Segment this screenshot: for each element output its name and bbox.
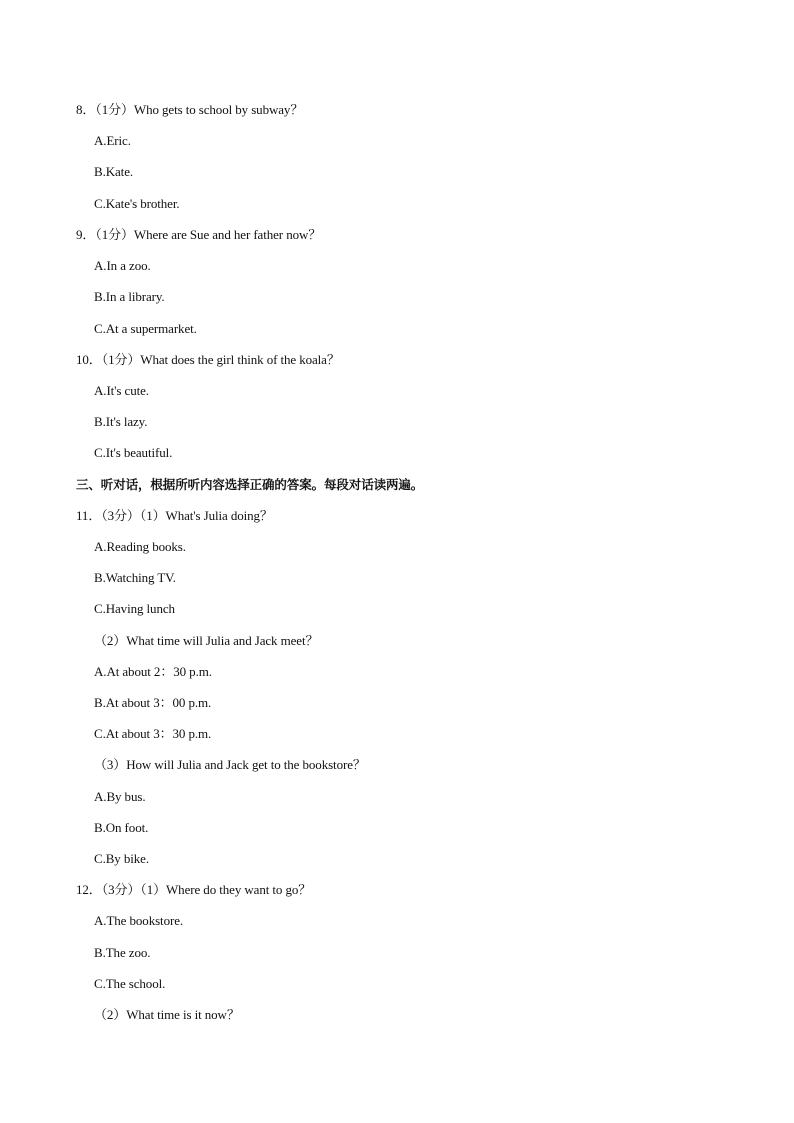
question-12-2-stem: （2）What time is it now？: [94, 1007, 240, 1022]
question-10-stem: 10．（1分）What does the girl think of the koala？: [76, 352, 340, 367]
question-11-1-option-b: B.Watching TV.: [94, 570, 176, 585]
question-11-2-option-b: B.At about 3：00 p.m.: [94, 695, 212, 710]
question-11-3-option-c: C.By bike.: [94, 851, 149, 866]
question-11-3-stem: （3）How will Julia and Jack get to the bookstore？: [94, 757, 366, 772]
question-11-3-option-b: B.On foot.: [94, 820, 149, 835]
question-11-3-option-a: A.By bus.: [94, 789, 146, 804]
question-10-option-c: C.It's beautiful.: [94, 445, 173, 460]
question-10-option-b: B.It's lazy.: [94, 414, 148, 429]
question-12-1-option-a: A.The bookstore.: [94, 913, 184, 928]
question-9-option-b: B.In a library.: [94, 289, 165, 304]
question-11-2-option-a: A.At about 2：30 p.m.: [94, 664, 212, 679]
question-11-2-option-c: C.At about 3：30 p.m.: [94, 726, 212, 741]
section-3-heading: 三、听对话，根据所听内容选择正确的答案。每段对话读两遍。: [76, 477, 424, 492]
question-12-stem: 12．（3分）（1）Where do they want to go？: [76, 882, 312, 897]
question-12-1-option-c: C.The school.: [94, 976, 166, 991]
question-11-1-option-a: A.Reading books.: [94, 539, 186, 554]
question-8-option-b: B.Kate.: [94, 164, 134, 179]
question-12-1-option-b: B.The zoo.: [94, 945, 151, 960]
question-9-option-c: C.At a supermarket.: [94, 321, 197, 336]
question-9-stem: 9．（1分）Where are Sue and her father now？: [76, 227, 322, 242]
question-8-option-a: A.Eric.: [94, 133, 131, 148]
question-11-stem: 11．（3分）（1）What's Julia doing？: [76, 508, 273, 523]
question-8-option-c: C.Kate's brother.: [94, 196, 180, 211]
question-11-1-option-c: C.Having lunch: [94, 601, 175, 616]
question-10-option-a: A.It's cute.: [94, 383, 149, 398]
question-9-option-a: A.In a zoo.: [94, 258, 151, 273]
question-11-2-stem: （2）What time will Julia and Jack meet？: [94, 633, 319, 648]
question-8-stem: 8．（1分）Who gets to school by subway？: [76, 102, 304, 117]
